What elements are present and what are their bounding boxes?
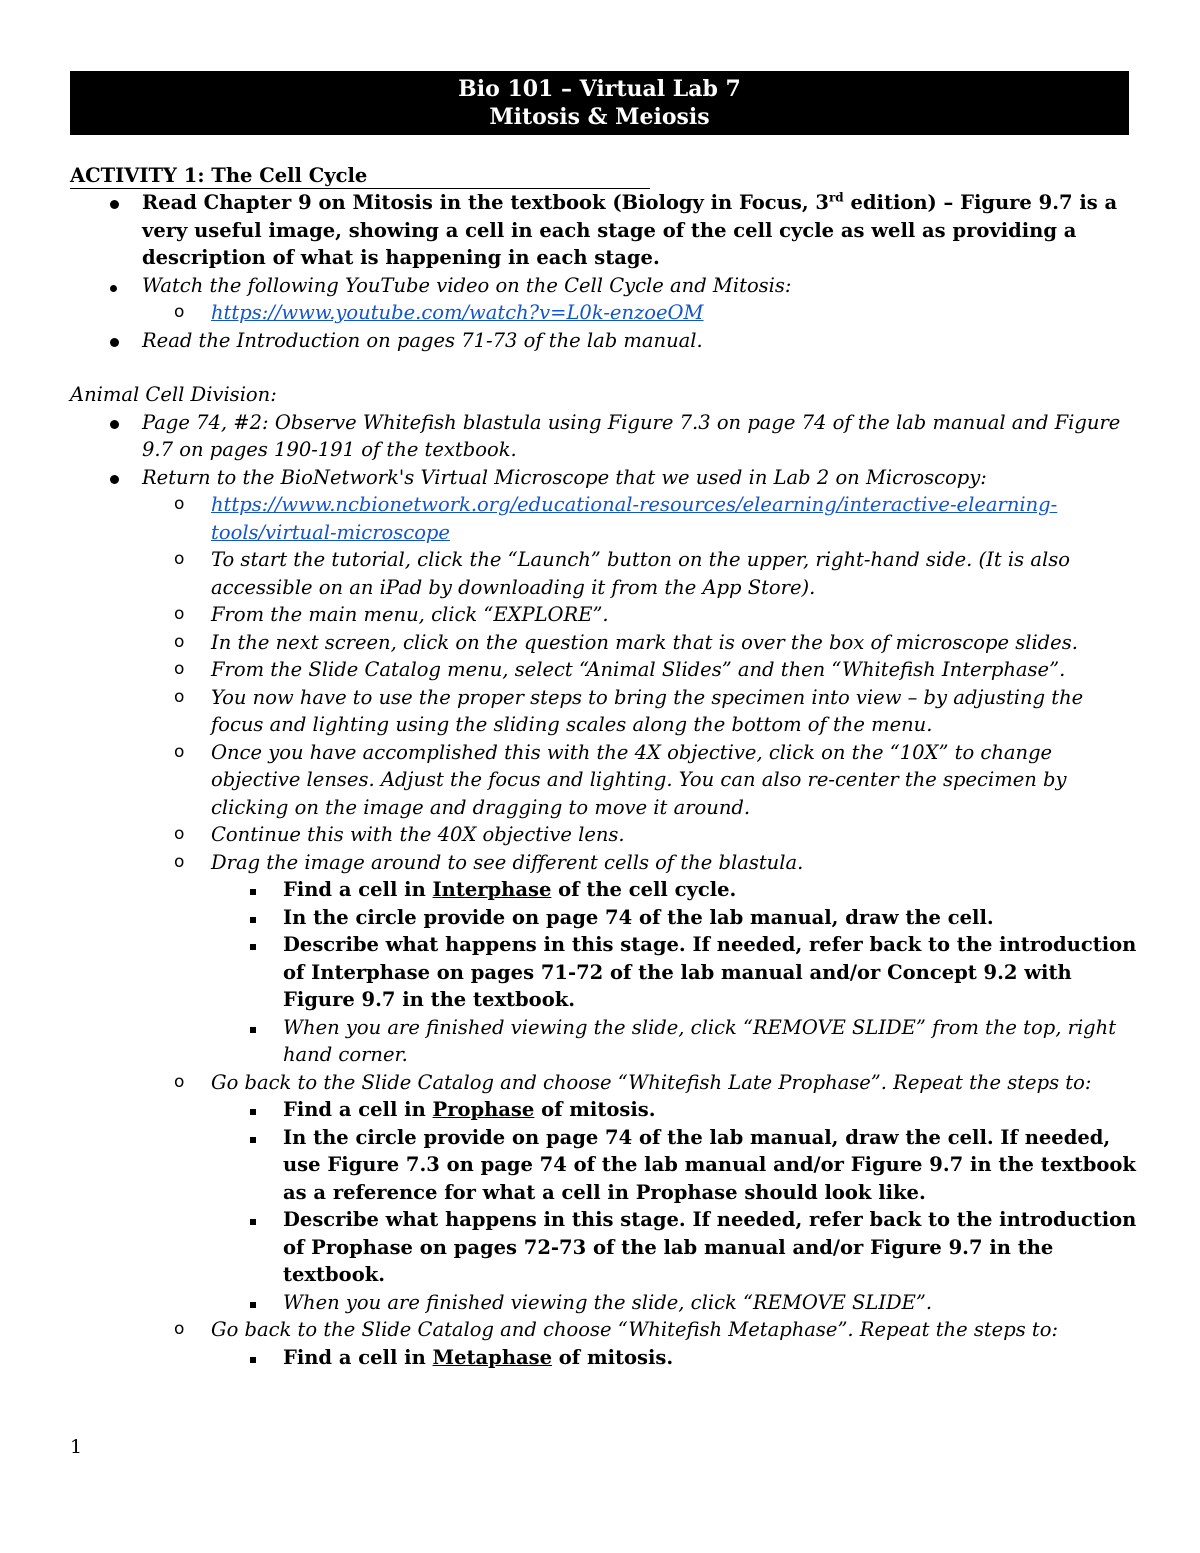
hollow-circle-icon: o	[174, 824, 185, 844]
bullet-icon	[110, 409, 119, 437]
list-item: o From the main menu, click “EXPLORE”.	[70, 601, 1140, 629]
list-item: In the circle provide on page 74 of the lab manual, draw the cell. If needed, use Figure 7.3 on page 74 of the lab manual and/or Figure 9.7 in the textbook as a reference for what a cell in Prophase should look like.	[70, 1124, 1140, 1207]
hollow-circle-icon: o	[174, 1319, 185, 1339]
bionetwork-link[interactable]: https://www.ncbionetwork.org/educational-resources/elearning/interactive-elearning-tools/virtual-microscope	[211, 493, 1058, 544]
square-bullet-icon	[250, 876, 256, 904]
list-item: Describe what happens in this stage. If needed, refer back to the introduction of Interphase on pages 71-72 of the lab manual and/or Concept 9.2 with Figure 9.7 in the textbook.	[70, 931, 1140, 1014]
list-item: Find a cell in Metaphase of mitosis.	[70, 1344, 1140, 1372]
list-item: o Continue this with the 40X objective lens.	[70, 821, 1140, 849]
hollow-circle-icon: o	[174, 686, 185, 707]
hollow-circle-icon: o	[174, 302, 185, 322]
list-item: o You now have to use the proper steps to bring the specimen into view – by adjusting the focus and lighting using the sliding scales along the bottom of the menu.	[174, 685, 1084, 736]
document-body	[70, 162, 1140, 1371]
hollow-circle-icon: o	[174, 631, 185, 652]
bullet-icon	[110, 272, 117, 300]
square-bullet-icon	[250, 931, 256, 959]
list-item: Page 74, #2: Observe Whitefish blastula using Figure 7.3 on page 74 of the lab manual and Figure 9.7 on pages 190-191 of the textbook.	[70, 409, 1140, 464]
list-item: o Once you have accomplished this with the 4X objective, click on the “10X” to change objective lenses. Adjust the focus and lighting. You can also re-center the specimen by clicking on the image and dragging to move it around.	[174, 740, 1067, 819]
list-item: Read Chapter 9 on Mitosis in the textbook (Biology in Focus, 3rd edition) – Figure 9.7 is a very useful image, showing a cell in each stage of the cell cycle as well as providing a description of what is happening in each stage.	[70, 189, 1140, 272]
bullet-icon	[110, 464, 119, 492]
list-item: When you are finished viewing the slide, click “REMOVE SLIDE”.	[70, 1289, 1140, 1317]
square-bullet-icon	[250, 1289, 256, 1317]
square-bullet-icon	[250, 1096, 256, 1124]
title-line-2: Mitosis & Meiosis	[489, 104, 710, 130]
page-number: 1	[70, 1436, 83, 1458]
section-heading: Animal Cell Division:	[70, 383, 277, 406]
list-item: o Go back to the Slide Catalog and choose “Whitefish Late Prophase”. Repeat the steps to:	[70, 1069, 1140, 1097]
hollow-circle-icon: o	[174, 549, 185, 569]
list-item: o From the Slide Catalog menu, select “Animal Slides” and then “Whitefish Interphase”.	[70, 656, 1140, 684]
hollow-circle-icon: o	[174, 604, 185, 624]
list-item: o Go back to the Slide Catalog and choose “Whitefish Metaphase”. Repeat the steps to:	[70, 1316, 1140, 1344]
list-item: In the circle provide on page 74 of the lab manual, draw the cell.	[70, 904, 1140, 932]
square-bullet-icon	[250, 904, 256, 932]
list-item: Find a cell in Interphase of the cell cycle.	[70, 876, 1140, 904]
list-item: When you are finished viewing the slide, click “REMOVE SLIDE” from the top, right hand corner.	[70, 1014, 1140, 1069]
hollow-circle-icon: o	[174, 1071, 185, 1092]
list-item: Watch the following YouTube video on the Cell Cycle and Mitosis:	[70, 272, 1140, 300]
square-bullet-icon	[250, 1124, 256, 1152]
activity-heading: ACTIVITY 1: The Cell Cycle	[70, 162, 650, 189]
bullet-icon	[110, 189, 119, 217]
list-item: Read the Introduction on pages 71-73 of the lab manual.	[70, 327, 1140, 355]
list-item	[70, 491, 1140, 546]
square-bullet-icon	[250, 1206, 256, 1234]
list-item: Find a cell in Prophase of mitosis.	[70, 1096, 1140, 1124]
list-item: o Drag the image around to see different cells of the blastula.	[70, 849, 1140, 877]
list-item: o To start the tutorial, click the “Launch” button on the upper, right-hand side. (It is also accessible on an iPad by downloading it from the App Store).	[174, 548, 1070, 599]
hollow-circle-icon: o	[174, 659, 185, 679]
title-line-1: Bio 101 – Virtual Lab 7	[458, 76, 741, 102]
square-bullet-icon	[250, 1014, 256, 1042]
square-bullet-icon	[250, 1344, 256, 1372]
list-item: Describe what happens in this stage. If needed, refer back to the introduction of Prophase on pages 72-73 of the lab manual and/or Figure 9.7 in the textbook.	[70, 1206, 1140, 1289]
youtube-link[interactable]: https://www.youtube.com/watch?v=L0k-enzoeOM	[211, 301, 704, 324]
title-banner	[70, 71, 1129, 135]
list-item: o In the next screen, click on the question mark that is over the box of microscope slides.	[70, 629, 1140, 657]
bullet-icon	[110, 327, 119, 355]
hollow-circle-icon: o	[174, 741, 185, 762]
hollow-circle-icon: o	[174, 851, 185, 872]
list-item: Return to the BioNetwork's Virtual Microscope that we used in Lab 2 on Microscopy:	[70, 464, 1140, 492]
list-item	[70, 299, 1140, 327]
hollow-circle-icon: o	[174, 494, 185, 514]
